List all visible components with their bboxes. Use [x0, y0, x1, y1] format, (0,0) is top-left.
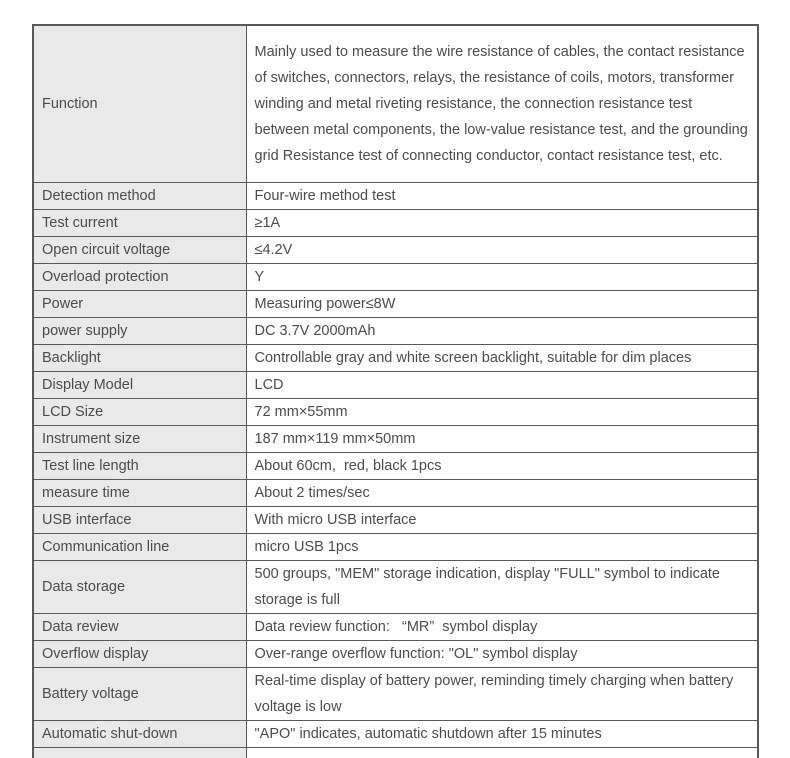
table-row [33, 479, 758, 506]
table-row [33, 290, 758, 317]
spec-value-cell: LCD [246, 371, 758, 398]
spec-value-cell: "APO" indicates, automatic shutdown after 15 minutes [246, 720, 758, 747]
spec-value-cell: 187 mm×119 mm×50mm [246, 425, 758, 452]
spec-value-cell: 72 mm×55mm [246, 398, 758, 425]
table-row [33, 317, 758, 344]
table-row [33, 344, 758, 371]
spec-value-cell: About 60cm, red, black 1pcs [246, 452, 758, 479]
table-row [33, 371, 758, 398]
spec-label-cell: Test line length [33, 452, 246, 479]
table-row [33, 263, 758, 290]
spec-value-cell: Real-time display of battery power, reminding timely charging when battery voltage is low [246, 667, 758, 720]
spec-label-cell: Display Model [33, 371, 246, 398]
spec-value-cell: 500 groups, "MEM" storage indication, display "FULL" symbol to indicate storage is full [246, 560, 758, 613]
spec-value-cell: Over-range overflow function: "OL" symbol display [246, 640, 758, 667]
spec-label-cell: Function [33, 25, 246, 182]
spec-label-cell: Detection method [33, 182, 246, 209]
spec-value-cell: With micro USB interface [246, 506, 758, 533]
spec-label-cell: Communication line [33, 533, 246, 560]
spec-value-cell: Data review function: “MR” symbol display [246, 613, 758, 640]
spec-label-cell: Test current [33, 209, 246, 236]
spec-value-cell: Measuring power≤8W [246, 290, 758, 317]
spec-value-cell: ≤4.2V [246, 236, 758, 263]
table-row [33, 425, 758, 452]
spec-label-cell: power supply [33, 317, 246, 344]
spec-label-cell: Overload protection [33, 263, 246, 290]
spec-value-cell: micro USB 1pcs [246, 533, 758, 560]
spec-value-cell: DC 3.7V 2000mAh [246, 317, 758, 344]
spec-value-cell: Four-wire method test [246, 182, 758, 209]
table-row [33, 533, 758, 560]
spec-table-body [33, 25, 758, 758]
spec-value-cell: About 2 times/sec [246, 479, 758, 506]
spec-label-cell: Instrument size [33, 425, 246, 452]
spec-value-cell: Controllable gray and white screen backlight, suitable for dim places [246, 344, 758, 371]
specification-table [32, 24, 759, 758]
spec-label-cell [33, 747, 246, 758]
spec-value-cell: ≥1A [246, 209, 758, 236]
table-row [33, 720, 758, 747]
spec-label-cell: Overflow display [33, 640, 246, 667]
table-row [33, 398, 758, 425]
spec-label-cell: Power [33, 290, 246, 317]
spec-value-cell: Y [246, 263, 758, 290]
table-row [33, 506, 758, 533]
table-row [33, 182, 758, 209]
table-row [33, 209, 758, 236]
spec-value-cell [246, 747, 758, 758]
table-row [33, 613, 758, 640]
table-row [33, 667, 758, 720]
table-row [33, 640, 758, 667]
spec-label-cell: Automatic shut-down [33, 720, 246, 747]
spec-label-cell: Backlight [33, 344, 246, 371]
spec-label-cell: Data storage [33, 560, 246, 613]
spec-label-cell: Open circuit voltage [33, 236, 246, 263]
spec-label-cell: measure time [33, 479, 246, 506]
table-row [33, 236, 758, 263]
table-row [33, 747, 758, 758]
table-row [33, 560, 758, 613]
spec-label-cell: LCD Size [33, 398, 246, 425]
table-row [33, 25, 758, 182]
spec-label-cell: USB interface [33, 506, 246, 533]
table-row [33, 452, 758, 479]
spec-value-cell: Mainly used to measure the wire resistance of cables, the contact resistance of switches, connectors, relays, the resistance of coils, motors, transformer winding and metal riveting resistance, the connection resistance test between metal components, the low-value resistance test, and the grounding grid Resistance test of connecting conductor, contact resistance test, etc. [246, 25, 758, 182]
spec-label-cell: Data review [33, 613, 246, 640]
spec-label-cell: Battery voltage [33, 667, 246, 720]
